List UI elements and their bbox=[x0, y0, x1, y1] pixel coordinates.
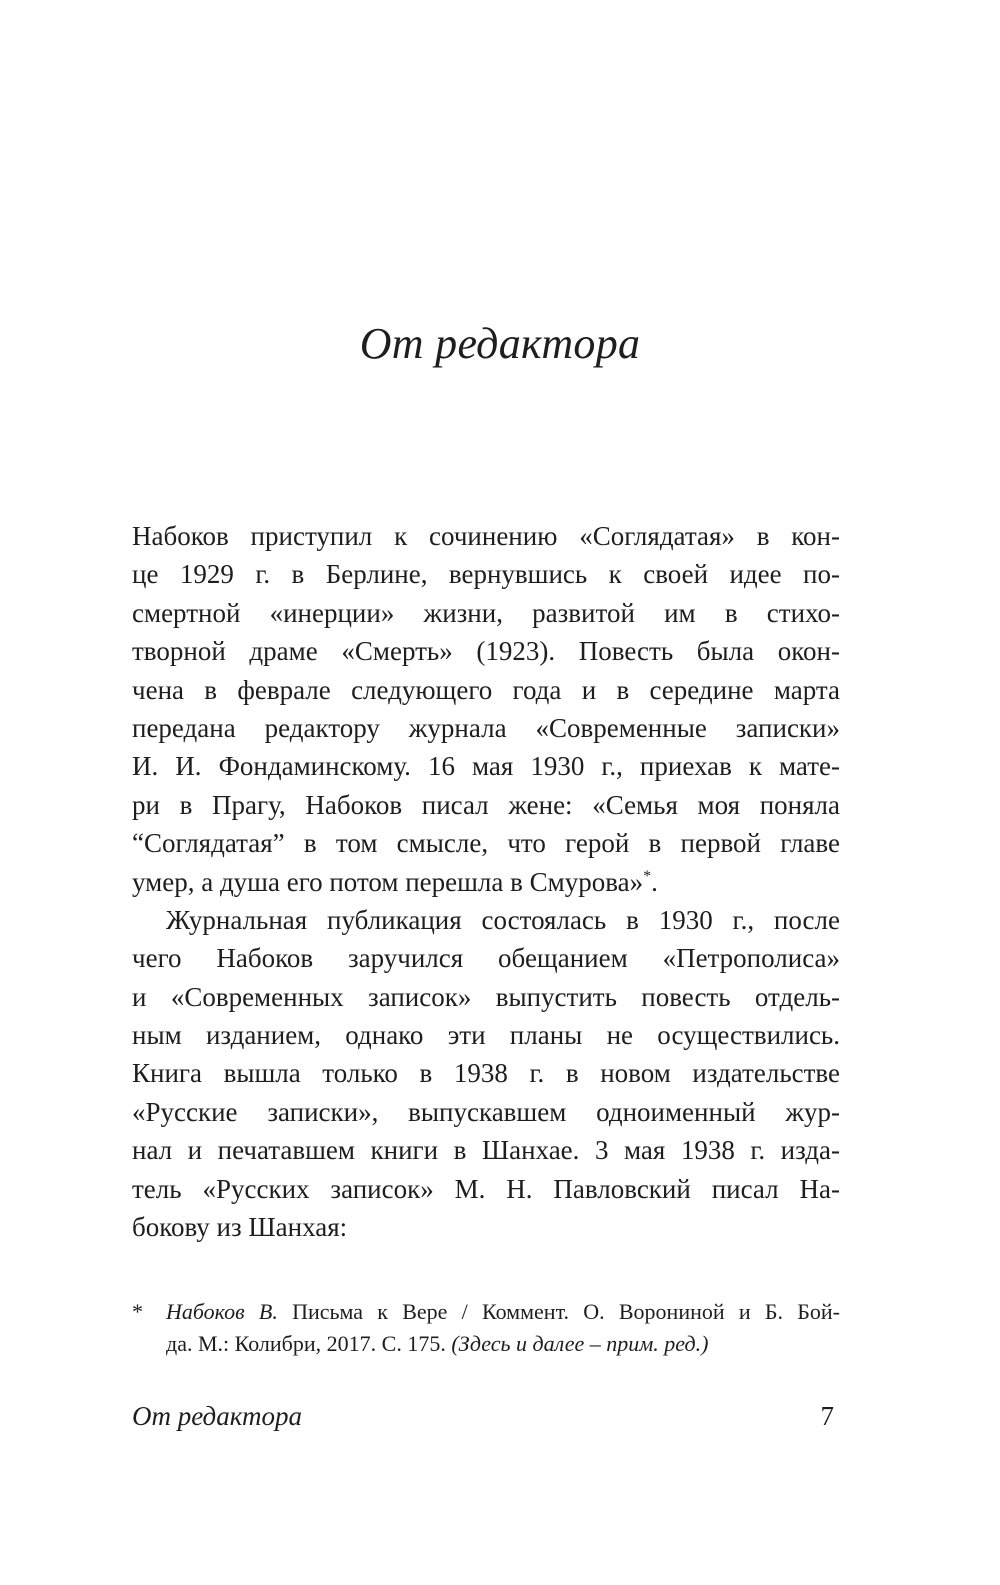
text-line: Набоков приступил к сочинению «Соглядатая» в кон- bbox=[132, 521, 840, 551]
text-line: передана редактору журнала «Современные записки» bbox=[132, 712, 840, 743]
chapter-title: От редактора bbox=[359, 319, 641, 368]
text-line: Журнальная публикация состоялась в 1930 г., после bbox=[166, 904, 840, 935]
text-line: “Соглядатая” в том смысле, что герой в первой главе bbox=[132, 828, 840, 859]
text-line: бокову из Шанхая: bbox=[132, 1212, 348, 1243]
footnote-line bbox=[132, 1296, 840, 1328]
text-line: смертной «инерции» жизни, развитой им в стихо- bbox=[132, 597, 840, 628]
text-line bbox=[132, 863, 840, 901]
text-line: чего Набоков заручился обещанием «Петрополиса» bbox=[132, 943, 840, 974]
running-head: От редактора bbox=[132, 1401, 302, 1431]
end-punctuation: . bbox=[651, 866, 658, 897]
text-line: тель «Русских записок» М. Н. Павловский писал На- bbox=[132, 1173, 840, 1204]
footnote-mark: * bbox=[132, 1299, 143, 1324]
text-line: «Русские записки», выпускавшем одноименный жур- bbox=[132, 1096, 840, 1127]
text-line: ным изданием, однако эти планы не осуществились. bbox=[132, 1020, 840, 1051]
text-line: ри в Прагу, Набоков писал жене: «Семья моя поняла bbox=[132, 789, 840, 820]
footnote bbox=[132, 1296, 840, 1360]
text-line: Книга вышла только в 1938 г. в новом издательстве bbox=[132, 1058, 840, 1089]
text-line: И. И. Фондаминскому. 16 мая 1930 г., приехав к мате- bbox=[132, 751, 840, 782]
text-line: творной драме «Смерть» (1923). Повесть была окон- bbox=[132, 636, 840, 667]
text-line: нал и печатавшем книги в Шанхае. 3 мая 1938 г. изда- bbox=[132, 1135, 840, 1166]
text-line: чена в феврале следующего года и в середине марта bbox=[132, 674, 840, 705]
footnote-text: Письма к Вере / Коммент. О. Ворониной и Б. Бой- bbox=[277, 1299, 840, 1324]
text-line: и «Современных записок» выпустить повесть отдель- bbox=[132, 981, 840, 1012]
footnote-line bbox=[132, 1328, 840, 1360]
body-text bbox=[132, 517, 840, 1246]
text-line: це 1929 г. в Берлине, вернувшись к своей идее по- bbox=[132, 559, 840, 590]
footnote-text: да. М.: Колибри, 2017. С. 175. bbox=[166, 1331, 452, 1356]
footnote-reference[interactable]: * bbox=[643, 867, 652, 885]
footnote-editor-note: (Здесь и далее – прим. ред.) bbox=[451, 1331, 709, 1356]
text-line-content: умер, а душа его потом перешла в Смурова» bbox=[132, 866, 644, 897]
page-number: 7 bbox=[820, 1401, 834, 1431]
footnote-author: Набоков В. bbox=[166, 1299, 278, 1324]
